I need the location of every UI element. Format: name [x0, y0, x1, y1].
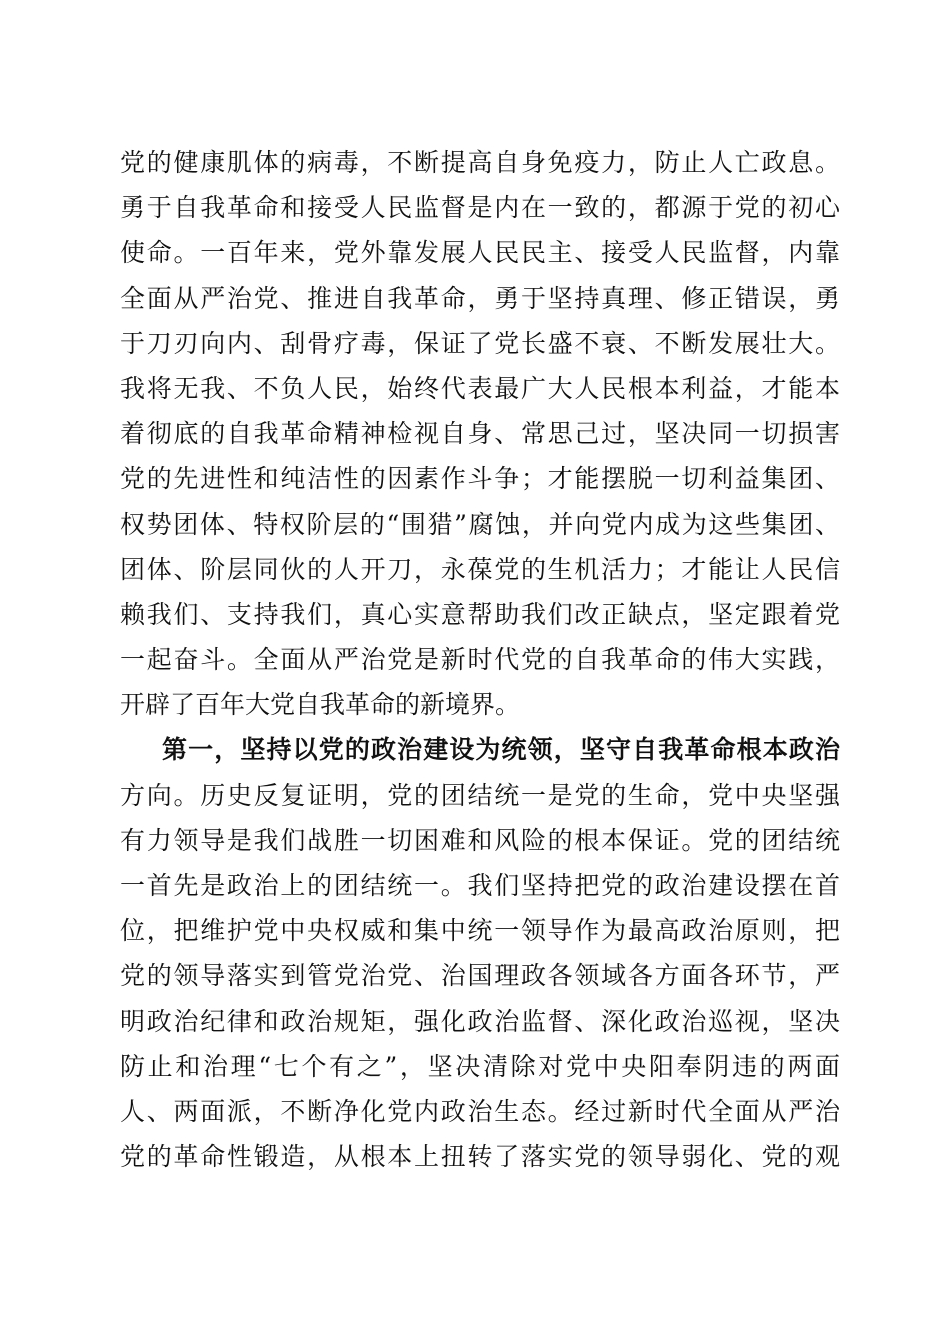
text-line: 使命。一百年来，党外靠发展人民民主、接受人民监督，内靠	[120, 238, 840, 268]
text-line: 于刀刃向内、刮骨疗毒，保证了党长盛不衰、不断发展壮大。	[120, 328, 840, 358]
text-line: 党的领导落实到管党治党、治国理政各领域各方面各环节，严	[120, 961, 840, 991]
text-line: 明政治纪律和政治规矩，强化政治监督、深化政治巡视，坚决	[120, 1006, 840, 1036]
text-line: 开辟了百年大党自我革命的新境界。	[120, 690, 521, 720]
text-line: 着彻底的自我革命精神检视自身、常思己过，坚决同一切损害	[120, 419, 840, 449]
text-line: 人、两面派，不断净化党内政治生态。经过新时代全面从严治	[120, 1096, 840, 1126]
text-line: 一首先是政治上的团结统一。我们坚持把党的政治建设摆在首	[120, 871, 840, 900]
text-line: 权势团体、特权阶层的“围猎”腐蚀，并向党内成为这些集团、	[120, 509, 840, 539]
text-line: 党的健康肌体的病毒，不断提高自身免疫力，防止人亡政息。	[120, 148, 840, 177]
text-line: 党的先进性和纯洁性的因素作斗争；才能摆脱一切利益集团、	[120, 464, 840, 494]
text-line: 勇于自我革命和接受人民监督是内在一致的，都源于党的初心	[120, 193, 840, 223]
text-line: 一起奋斗。全面从严治党是新时代党的自我革命的伟大实践，	[120, 645, 840, 675]
document-body	[120, 140, 840, 1179]
text-line: 党的革命性锻造，从根本上扭转了落实党的领导弱化、党的观	[120, 1142, 840, 1172]
text-line: 我将无我、不负人民，始终代表最广大人民根本利益，才能本	[120, 373, 840, 403]
text-line: 赖我们、支持我们，真心实意帮助我们改正缺点，坚定跟着党	[120, 599, 840, 629]
text-line: 位，把维护党中央权威和集中统一领导作为最高政治原则，把	[120, 916, 840, 946]
text-line: 全面从严治党、推进自我革命，勇于坚持真理、修正错误，勇	[120, 283, 840, 313]
text-line: 有力领导是我们战胜一切困难和风险的根本保证。党的团结统	[120, 825, 840, 855]
text-line: 团体、阶层同伙的人开刀，永葆党的生机活力；才能让人民信	[120, 554, 840, 584]
paragraph-1	[120, 140, 840, 727]
paragraph-lead-heading: 第一，坚持以党的政治建设为统领，坚守自我革命根本政治	[162, 735, 840, 765]
text-line: 方向。历史反复证明，党的团结统一是党的生命，党中央坚强	[120, 780, 840, 810]
paragraph-2	[120, 727, 840, 1179]
text-line: 防止和治理“七个有之”，坚决清除对党中央阳奉阴违的两面	[120, 1051, 840, 1081]
